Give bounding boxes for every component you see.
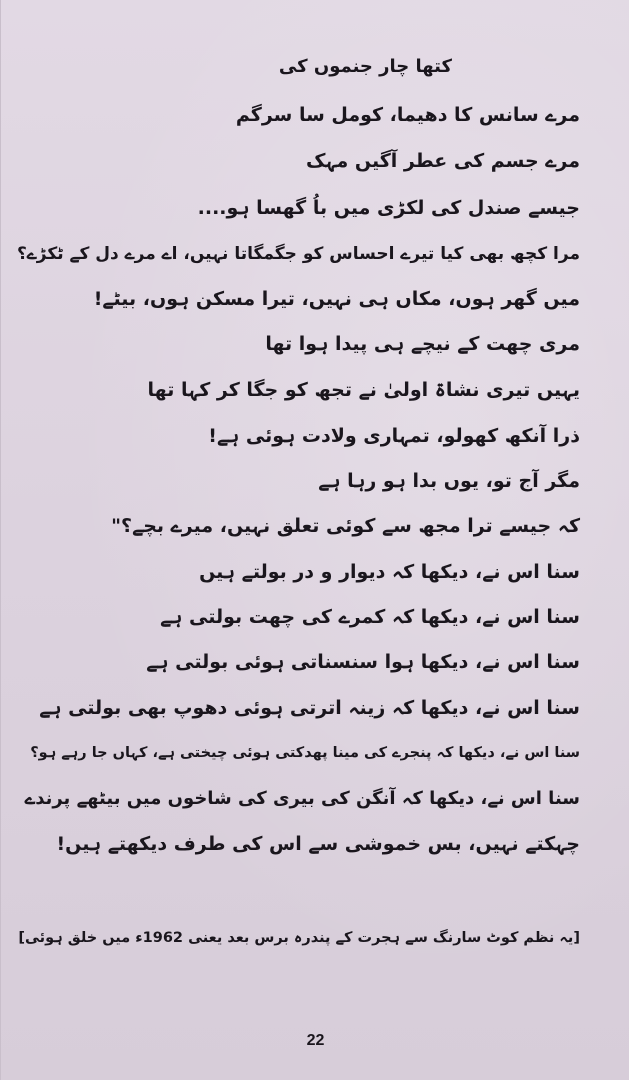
poem-footnote: [یہ نظم کوٹ سارنگ سے ہجرت کے پندرہ برس بعد یعنی 1962ء میں خلق ہوئی] — [18, 930, 580, 946]
poem-line: مری چھت کے نیچے ہی پیدا ہوا تھا — [265, 333, 580, 355]
poem-line: مرے سانس کا دھیما، کومل سا سرگم — [235, 104, 580, 126]
poem-line: سنا اس نے، دیکھا کہ آنگن کی بیری کی شاخوں میں بیٹھے پرندے — [24, 788, 580, 809]
poem-line: سنا اس نے، دیکھا کہ دیوار و در بولتے ہیں — [199, 561, 580, 583]
page-number: 22 — [306, 1032, 325, 1049]
poem-line: سنا اس نے، دیکھا ہوا سنسناتی ہوئی بولتی ہے — [146, 651, 580, 673]
poem-line: سنا اس نے، دیکھا کہ کمرے کی چھت بولتی ہے — [160, 606, 580, 628]
poem — [1, 0, 629, 1080]
poem-line: جیسے صندل کی لکڑی میں باُ گھسا ہو.... — [197, 197, 580, 219]
poem-title: کتھا چار جنموں کی — [278, 56, 452, 77]
poem-line: یہیں تیری نشاۃ اولیٰ نے تجھ کو جگا کر کہا تھا — [147, 379, 580, 401]
poem-line: مگر آج تو، یوں بدا ہو رہا ہے — [318, 470, 580, 492]
poem-line: چہکتے نہیں، بس خموشی سے اس کی طرف دیکھتے ہیں! — [56, 833, 580, 855]
poem-line: مرا کچھ بھی کیا تیرے احساس کو جگمگاتا نہیں، اے مرے دل کے ٹکڑے؟ — [16, 244, 580, 264]
poem-line: مرے جسم کی عطر آگیں مہک — [305, 150, 580, 172]
poem-line: سنا اس نے، دیکھا کہ زینہ اترتی ہوئی دھوپ بھی بولتی ہے — [39, 697, 580, 719]
poem-line: میں گھر ہوں، مکاں ہی نہیں، تیرا مسکن ہوں، بیٹے! — [93, 288, 580, 310]
poem-line: ذرا آنکھ کھولو، تمہاری ولادت ہوئی ہے! — [208, 425, 580, 447]
poem-line: سنا اس نے، دیکھا کہ پنجرے کی مینا پھدکتی ہوئی چیختی ہے، کہاں جا رہے ہو؟ — [30, 745, 580, 761]
poem-line: کہ جیسے ترا مجھ سے کوئی تعلق نہیں، میرے بچے؟" — [111, 515, 580, 537]
